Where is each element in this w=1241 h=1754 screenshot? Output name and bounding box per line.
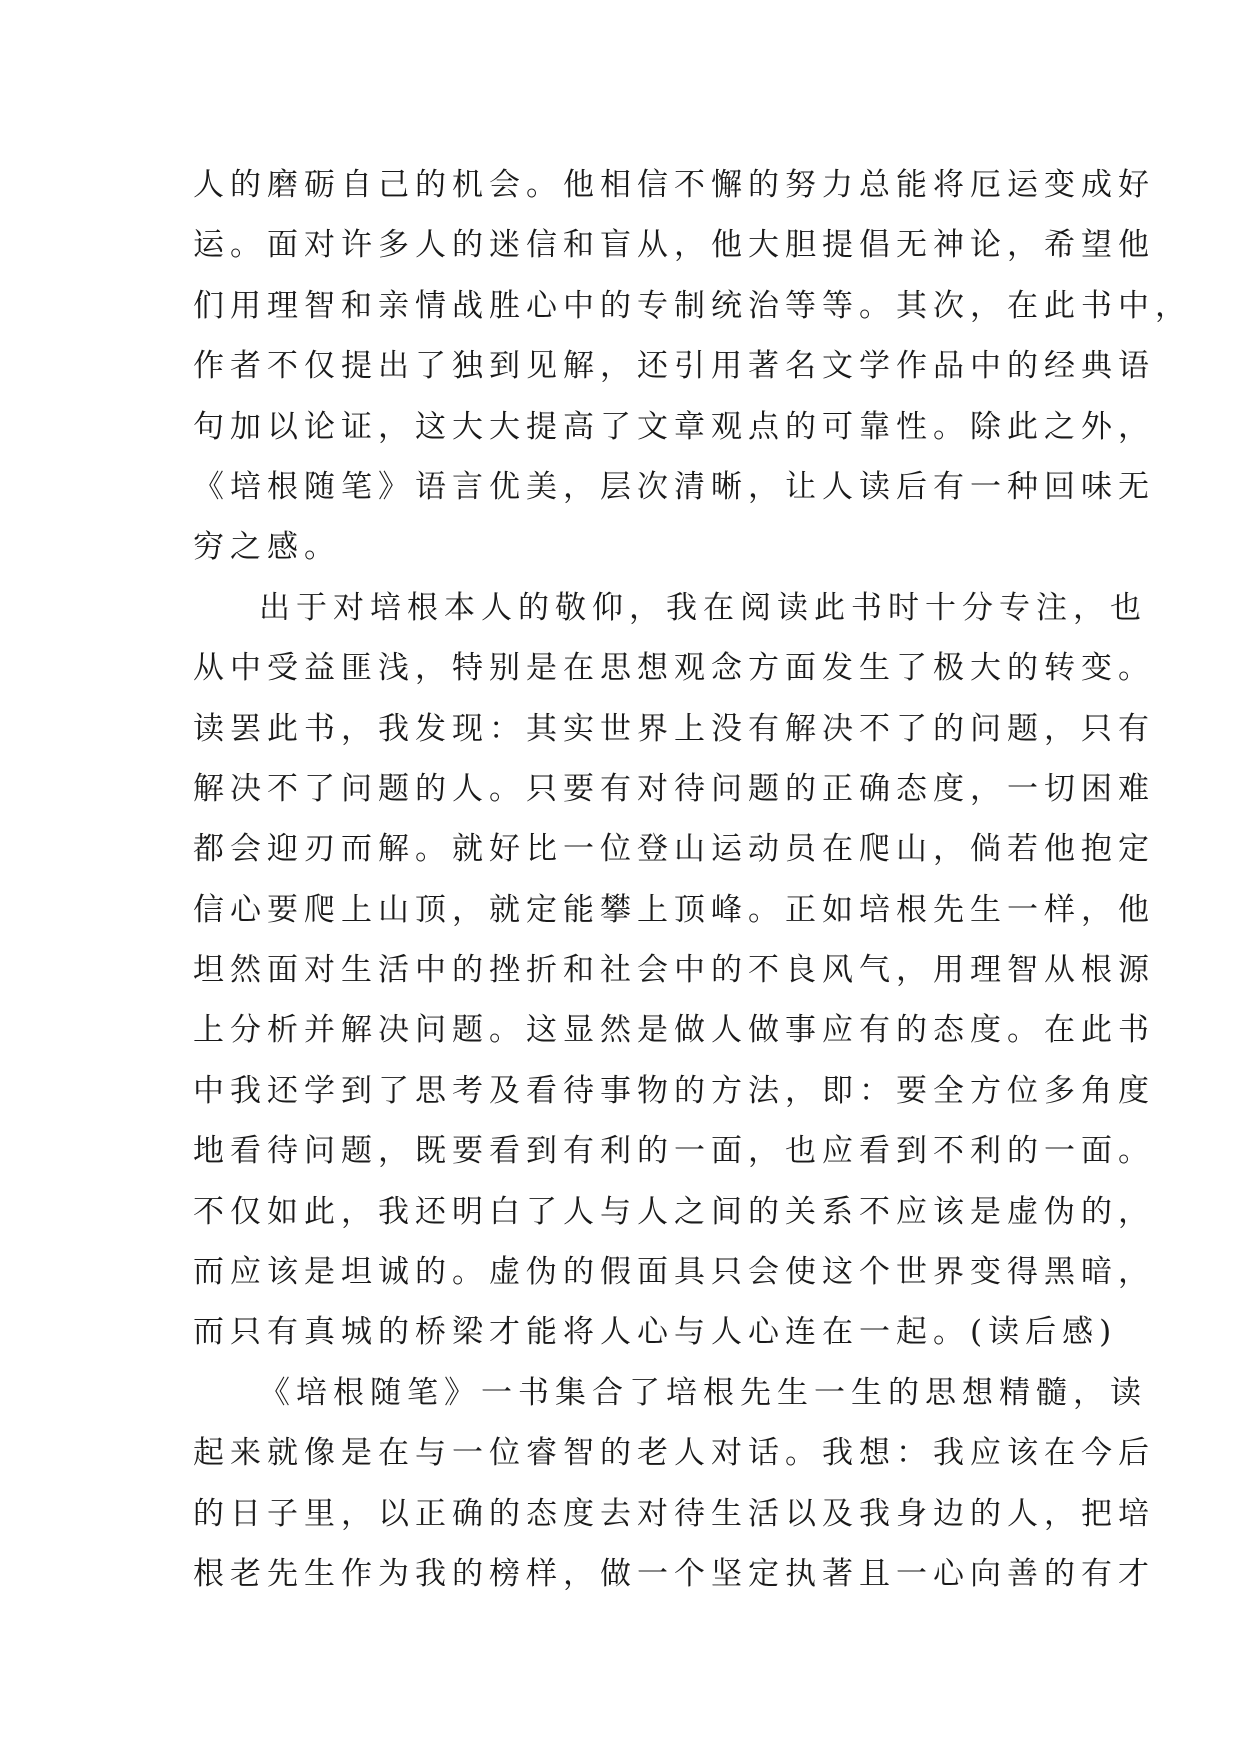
text-line: 地看待问题，既要看到有利的一面，也应看到不利的一面。 <box>193 1133 1155 1170</box>
text-line: 信心要爬上山顶，就定能攀上顶峰。正如培根先生一样，他 <box>193 891 1155 928</box>
text-line: 从中受益匪浅，特别是在思想观念方面发生了极大的转变。 <box>193 650 1155 687</box>
text-line: 解决不了问题的人。只要有对待问题的正确态度，一切困难 <box>193 770 1155 807</box>
text-line: 起来就像是在与一位睿智的老人对话。我想：我应该在今后 <box>193 1435 1155 1472</box>
text-line: 而应该是坦诚的。虚伪的假面具只会使这个世界变得黑暗， <box>193 1254 1155 1291</box>
text-line: 作者不仅提出了独到见解，还引用著名文学作品中的经典语 <box>193 348 1155 385</box>
text-line: 根老先生作为我的榜样，做一个坚定执著且一心向善的有才 <box>193 1555 1155 1592</box>
text-line: 《培根随笔》语言优美，层次清晰，让人读后有一种回味无 <box>193 468 1155 505</box>
text-line: 运。面对许多人的迷信和盲从，他大胆提倡无神论，希望他 <box>193 227 1155 264</box>
text-line: 上分析并解决问题。这显然是做人做事应有的态度。在此书 <box>193 1012 1155 1049</box>
text-line: 句加以论证，这大大提高了文章观点的可靠性。除此之外， <box>193 408 1155 445</box>
text-line: 而只有真城的桥梁才能将人心与人心连在一起。(读后感) <box>193 1314 1118 1351</box>
text-line: 都会迎刃而解。就好比一位登山运动员在爬山，倘若他抱定 <box>193 831 1155 868</box>
text-line: 坦然面对生活中的挫折和社会中的不良风气，用理智从根源 <box>193 952 1155 989</box>
paragraph-first-line: 《培根随笔》一书集合了培根先生一生的思想精髓，读 <box>259 1374 1147 1411</box>
text-line: 人的磨砺自己的机会。他相信不懈的努力总能将厄运变成好 <box>193 167 1155 203</box>
body-text <box>193 155 1192 1604</box>
text-line: 穷之感。 <box>193 529 341 566</box>
text-line: 的日子里，以正确的态度去对待生活以及我身边的人，把培 <box>193 1495 1155 1532</box>
text-line: 不仅如此，我还明白了人与人之间的关系不应该是虚伪的， <box>193 1193 1155 1230</box>
text-line: 们用理智和亲情战胜心中的专制统治等等。其次，在此书中， <box>193 287 1192 324</box>
text-line: 中我还学到了思考及看待事物的方法，即：要全方位多角度 <box>193 1072 1155 1109</box>
paragraph-first-line: 出于对培根本人的敬仰，我在阅读此书时十分专注，也 <box>259 589 1147 626</box>
text-line: 读罢此书，我发现：其实世界上没有解决不了的问题，只有 <box>193 710 1155 747</box>
